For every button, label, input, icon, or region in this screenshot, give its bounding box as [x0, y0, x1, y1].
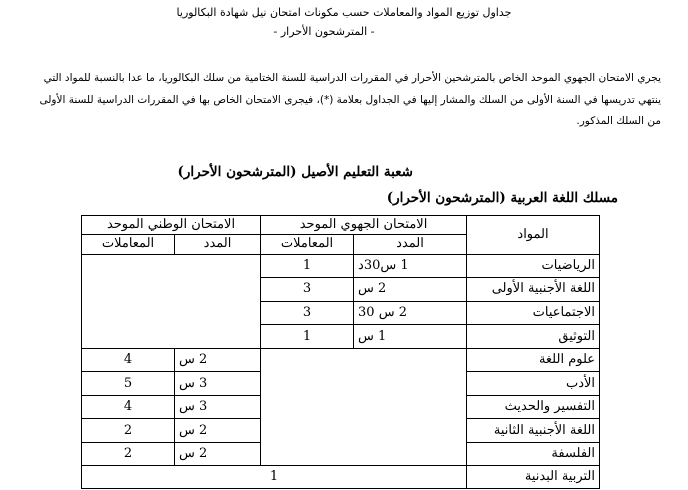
duration-cell: 2 س [175, 419, 261, 443]
regional-coef-header: المعاملات [261, 235, 354, 254]
subjects-table [81, 215, 600, 489]
national-duration-header: المدد [175, 235, 261, 254]
subject-cell: الرياضيات [467, 254, 600, 278]
table-row [82, 348, 600, 372]
intro-line-1: يجري الامتحان الجهوي الموحد الخاص بالمترشحين الأحرار في المقررات الدراسية للسنة الختامية من سلك البكالوريا، ما عدا بالنسبة للمواد التي [43, 72, 661, 84]
duration-cell: 2 س 30 [354, 301, 467, 325]
materials-header: المواد [467, 216, 600, 255]
duration-cell: 2 س [175, 442, 261, 466]
duration-cell: 1 س [354, 325, 467, 349]
subject-cell: اللغة الأجنبية الثانية [467, 419, 600, 443]
coef-cell: 2 [82, 419, 175, 443]
table-row [82, 466, 600, 489]
regional-duration-header: المدد [354, 235, 467, 254]
coef-cell: 2 [82, 442, 175, 466]
regional-exam-header: الامتحان الجهوي الموحد [261, 216, 467, 235]
coef-cell: 3 [261, 301, 354, 325]
subject-cell: التفسير والحديث [467, 395, 600, 419]
intro-line-2: ينتهي تدريسها في السنة الأولى من السلك والمشار إليها في الجداول بعلامة (*)، فيجرى الامتحان الخاص بها في المقررات الدراسية للسنة الأولى [39, 94, 661, 106]
subject-cell: علوم اللغة [467, 348, 600, 372]
duration-cell: 1 س30د [354, 254, 467, 278]
duration-cell: 3 س [175, 372, 261, 396]
coef-cell: 5 [82, 372, 175, 396]
coef-cell: 1 [82, 466, 467, 489]
track-title: مسلك اللغة العربية (المترشحون الأحرار) [386, 190, 618, 206]
subject-cell: التربية البدنية [467, 466, 600, 489]
national-empty-block [82, 254, 261, 348]
coef-cell: 1 [261, 325, 354, 349]
duration-cell: 2 س [175, 348, 261, 372]
subject-cell: التوثيق [467, 325, 600, 349]
subject-cell: الأدب [467, 372, 600, 396]
duration-cell: 3 س [175, 395, 261, 419]
regional-empty-block [261, 348, 467, 466]
duration-cell: 2 س [354, 278, 467, 302]
national-exam-header: الامتحان الوطني الموحد [82, 216, 261, 235]
national-coef-header: المعاملات [82, 235, 175, 254]
coef-cell: 1 [261, 254, 354, 278]
coef-cell: 4 [82, 348, 175, 372]
subject-cell: اللغة الأجنبية الأولى [467, 278, 600, 302]
subject-cell: الاجتماعيات [467, 301, 600, 325]
subject-cell: الفلسفة [467, 442, 600, 466]
table-row [82, 254, 600, 278]
document-title: جداول توزيع المواد والمعاملات حسب مكونات امتحان نيل شهادة البكالوريا [176, 6, 512, 19]
coef-cell: 4 [82, 395, 175, 419]
document-subtitle: - المترشحون الأحرار - [273, 25, 375, 38]
intro-line-3: من السلك المذكور. [576, 115, 661, 127]
branch-title: شعبة التعليم الأصيل (المترشحون الأحرار) [177, 164, 413, 180]
coef-cell: 3 [261, 278, 354, 302]
